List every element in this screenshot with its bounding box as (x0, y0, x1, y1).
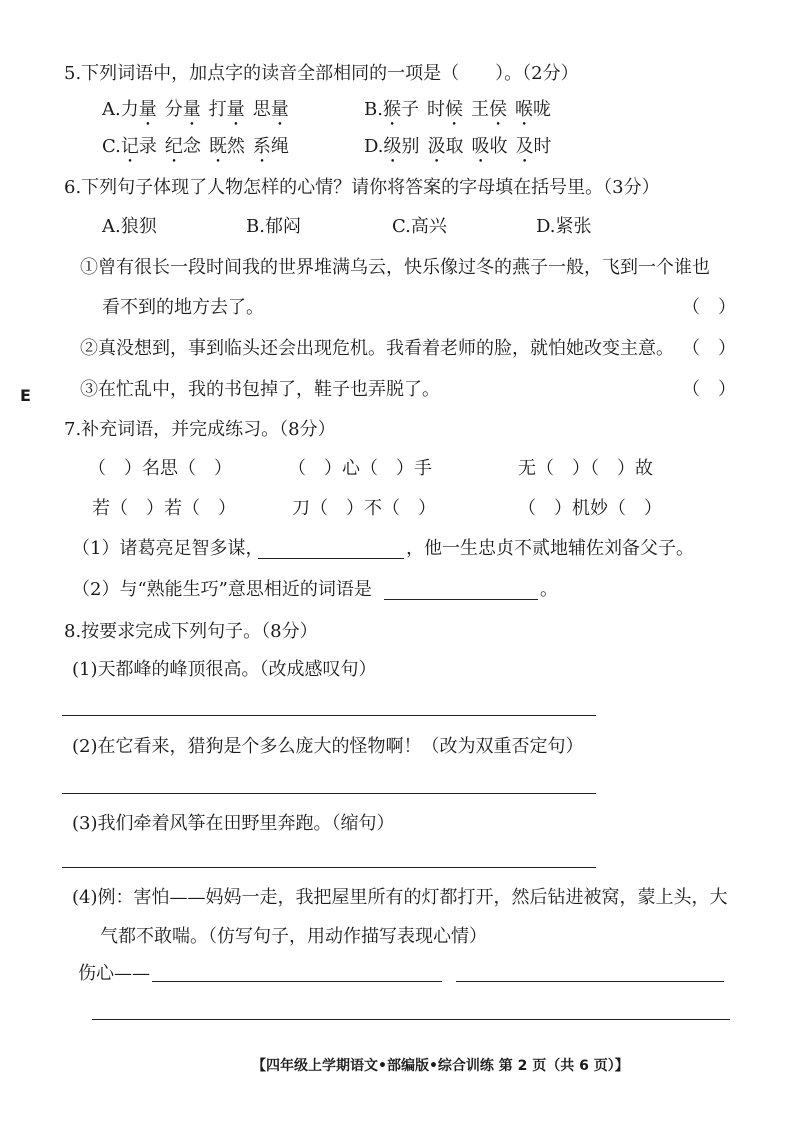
q7-idiom-2[interactable]: （ ）心（ ）手 (288, 458, 432, 479)
q6-choice-d: D.紧张 (536, 216, 592, 237)
q8-answer-line-2[interactable] (62, 793, 596, 794)
q8-sentence-2: (2)在它看来，猎狗是个多么庞大的怪物啊！（改为双重否定句） (72, 736, 584, 757)
option-word: 力量 (120, 99, 157, 120)
binding-margin-mark: E (20, 386, 31, 405)
option-word: 记录 (120, 136, 157, 157)
option-word: 猴子 (382, 99, 419, 120)
q6-item1-answer-blank[interactable]: （ ） (682, 297, 736, 318)
q5-stem: 5.下列词语中，加点字的读音全部相同的一项是（ ）。（2分） (64, 63, 579, 84)
q7-stem: 7.补充词语，并完成练习。（8分） (64, 419, 336, 440)
q8-sentence-4-line2: 气都不敢喘。（仿写句子，用动作描写表现心情） (100, 926, 487, 947)
q7-sub2-before: （2）与“熟能生巧”意思相近的词语是 (72, 579, 372, 600)
q8-imitation-line-2[interactable] (92, 1019, 730, 1020)
q5-option-c-label: C. (102, 136, 121, 157)
q5-option-d-label: D. (364, 136, 384, 157)
q8-answer-line-1[interactable] (62, 715, 596, 716)
q7-sub2-answer-line[interactable] (384, 599, 538, 600)
q8-stem: 8.按要求完成下列句子。（8分） (64, 621, 318, 642)
q7-idiom-4[interactable]: 若（ ）若（ ） (92, 498, 236, 519)
q5-option-b-label: B. (364, 99, 383, 120)
q6-item1-line1: ①曾有很长一段时间我的世界堆满乌云，快乐像过冬的燕子一般，飞到一个谁也 (80, 257, 710, 278)
option-word: 汲取 (427, 136, 464, 157)
q7-idiom-3[interactable]: 无（ ）（ ）故 (518, 458, 653, 479)
q6-item3: ③在忙乱中，我的书包掉了，鞋子也弄脱了。 (80, 379, 440, 400)
option-word: 级别 (383, 136, 420, 157)
q6-item2-answer-blank[interactable]: （ ） (682, 338, 736, 359)
q6-item2: ②真没想到，事到临头还会出现危机。我看着老师的脸，就怕她改变主意。 (80, 338, 674, 359)
q8-imitation-line-1b[interactable] (456, 981, 724, 982)
q8-imitation-prompt: 伤心—— (78, 963, 150, 984)
q6-item1-line2: 看不到的地方去了。 (102, 297, 264, 318)
option-word: 王侯 (470, 99, 507, 120)
q6-choice-c: C.高兴 (392, 216, 447, 237)
option-word: 既然 (208, 136, 245, 157)
q8-sentence-3: (3)我们牵着风筝在田野里奔跑。（缩句） (72, 813, 395, 834)
q7-idiom-5[interactable]: 刀（ ）不（ ） (292, 498, 436, 519)
option-word: 喉咙 (514, 99, 551, 120)
q5-option-a (102, 98, 289, 130)
q8-imitation-line-1a[interactable] (152, 981, 442, 982)
q7-sub1-after: ，他一生忠贞不贰地辅佐刘备父子。 (406, 538, 694, 559)
option-word: 分量 (164, 99, 201, 120)
q7-idiom-6[interactable]: （ ）机妙（ ） (518, 498, 662, 519)
q7-sub2-after: 。 (540, 579, 558, 600)
option-word: 打量 (208, 99, 245, 120)
q8-sentence-1: (1)天都峰的峰顶很高。（改成感叹句） (72, 659, 377, 680)
q6-stem: 6.下列句子体现了人物怎样的心情？请你将答案的字母填在括号里。（3分） (64, 177, 660, 198)
q5-option-d-words (384, 136, 552, 157)
q6-choice-b: B.郁闷 (246, 216, 301, 237)
q7-idiom-1[interactable]: （ ）名思（ ） (88, 458, 232, 479)
option-word: 纪念 (164, 136, 201, 157)
page-footer: 【四年级上学期语文•部编版•综合训练 第 2 页（共 6 页）】 (252, 1058, 629, 1074)
q6-choice-a: A.狼狈 (102, 216, 157, 237)
option-word: 思量 (252, 99, 289, 120)
option-word: 及时 (515, 136, 552, 157)
q6-item3-answer-blank[interactable]: （ ） (682, 379, 736, 400)
q8-sentence-4-line1: (4)例：害怕——妈妈一走，我把屋里所有的灯都打开，然后钻进被窝，蒙上头，大 (72, 887, 728, 908)
q5-option-c-words (121, 136, 289, 157)
q5-option-d (364, 135, 552, 167)
option-word: 吸收 (471, 136, 508, 157)
q5-option-c (102, 135, 289, 167)
q8-answer-line-3[interactable] (62, 867, 596, 868)
option-word: 系绳 (252, 136, 289, 157)
q5-option-a-label: A. (102, 99, 121, 120)
option-word: 时候 (426, 99, 463, 120)
q5-option-a-words (121, 99, 289, 120)
q7-sub1-before: （1）诸葛亮足智多谋， (72, 538, 264, 559)
q5-option-b (364, 98, 551, 130)
q5-option-b-words (383, 99, 551, 120)
q7-sub1-answer-line[interactable] (258, 558, 404, 559)
